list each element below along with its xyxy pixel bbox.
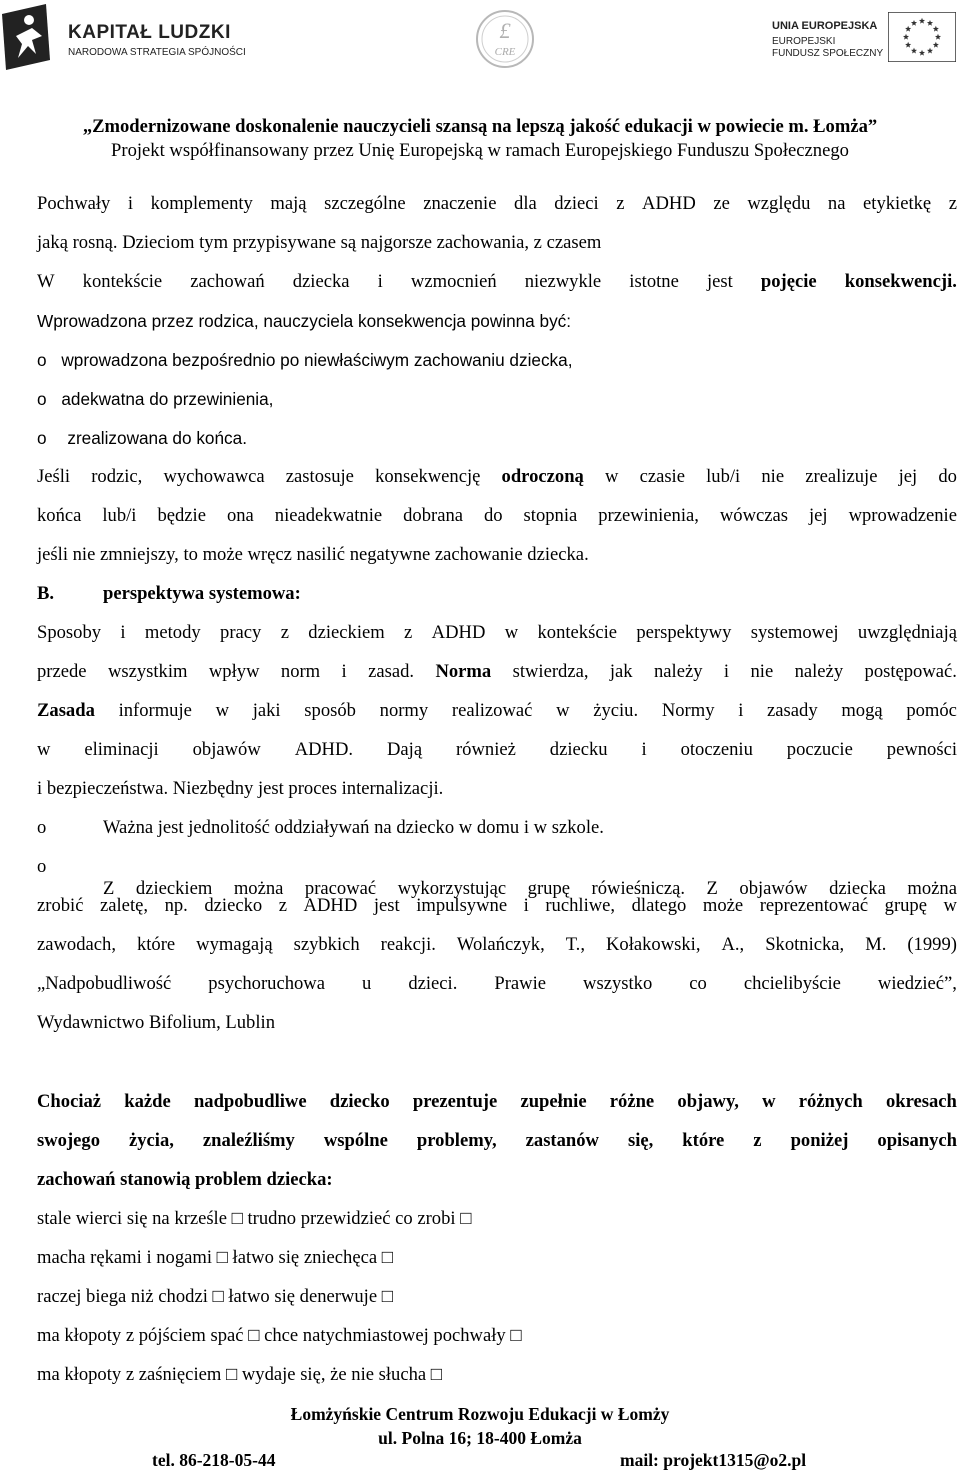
- word: zupełnie: [520, 1091, 587, 1112]
- word: przewinienia,: [598, 505, 699, 526]
- word: z: [616, 193, 625, 214]
- system-text-c-word: i: [738, 700, 744, 721]
- word: dziecku: [549, 739, 608, 760]
- word: (1999): [907, 934, 957, 955]
- bullet-marker: o: [37, 389, 47, 409]
- norma-term: Norma: [435, 661, 492, 682]
- word: do: [483, 505, 503, 526]
- paragraph-system-line2: [37, 661, 957, 683]
- system-text-c-word: realizować: [451, 700, 533, 721]
- bullet-text: wprowadzona bezpośrednio po niewłaściwym zachowaniu dziecka,: [61, 350, 573, 370]
- bullet-marker: o: [37, 817, 47, 838]
- word: opisanych: [877, 1130, 957, 1151]
- consequence-intro-word: i: [377, 271, 383, 292]
- section-b-letter: B.: [37, 583, 55, 604]
- word: otoczeniu: [680, 739, 753, 760]
- cre-logo: [474, 8, 536, 70]
- paragraph-praise-line1: [37, 193, 957, 215]
- system-text-a-word: i: [341, 661, 347, 682]
- word: komplementy: [150, 193, 253, 214]
- word: Skotnicka,: [765, 934, 845, 955]
- bold-paragraph-line2: [37, 1130, 957, 1152]
- bullet-marker: o: [37, 856, 47, 877]
- bullet-text: Ważna jest jednolitość oddziaływań na dziecko w domu i w szkole.: [103, 817, 604, 838]
- word: z: [404, 622, 413, 643]
- eu-logo: [760, 8, 960, 74]
- word: zawodach,: [37, 934, 116, 955]
- system-text-a-word: norm: [280, 661, 321, 682]
- eu-logo-line1: UNIA EUROPEJSKA: [772, 20, 878, 32]
- eu-flag-icon: [888, 12, 956, 62]
- word: względu: [747, 193, 811, 214]
- word: życia,: [129, 1130, 174, 1151]
- word: Z: [103, 878, 115, 899]
- deferred-text-a-word: rodzic,: [91, 466, 143, 487]
- word: na: [827, 193, 846, 214]
- word: grupę: [884, 895, 927, 916]
- checklist-item: macha rękami i nogami □ łatwo się zniechęca □: [37, 1247, 393, 1268]
- word: reprezentować: [759, 895, 869, 916]
- word: wykorzystując: [397, 878, 507, 899]
- word: dzieci: [554, 193, 599, 214]
- word: reakcji.: [380, 934, 436, 955]
- word: metody: [144, 622, 201, 643]
- checklist-item: ma kłopoty z zaśnięciem □ wydaje się, że nie słucha □: [37, 1364, 443, 1385]
- word: które: [136, 934, 176, 955]
- word: dla: [514, 193, 537, 214]
- deferred-text-b-word: jej: [898, 466, 918, 487]
- paragraph-group-line1: [37, 895, 957, 917]
- consequence-intro-word: wzmocnień: [410, 271, 497, 292]
- cre-logo-text: CRE: [494, 46, 516, 58]
- word: dzieckiem: [135, 878, 213, 899]
- word: Wolańczyk,: [456, 934, 545, 955]
- word: wprowadzenie: [848, 505, 957, 526]
- bullet-list-a-item3: [37, 427, 957, 449]
- word: może: [702, 895, 744, 916]
- bullet-list-a-item1: [37, 349, 957, 371]
- word: znaczenie: [423, 193, 497, 214]
- word: Chociaż: [37, 1091, 102, 1112]
- bullet-list-b-item1: [37, 817, 957, 839]
- system-text-c-word: sposób: [304, 700, 356, 721]
- deferred-text-b-word: nie: [761, 466, 785, 487]
- word: i: [523, 895, 529, 916]
- system-text-c-word: w: [556, 700, 570, 721]
- word: pracy: [220, 622, 262, 643]
- system-text-c-word: życiu.: [593, 700, 639, 721]
- paragraph-consequence-line2: Wprowadzona przez rodzica, nauczyciela konsekwencja powinna być:: [37, 311, 572, 331]
- word: różne: [609, 1091, 655, 1112]
- word: ze: [713, 193, 730, 214]
- bold-paragraph-line3: zachowań stanowią problem dziecka:: [37, 1169, 333, 1190]
- checklist-item: raczej biega niż chodzi □ łatwo się denerwuje □: [37, 1286, 393, 1307]
- word: wówczas: [719, 505, 789, 526]
- paragraph-deferred-line1: [37, 466, 957, 488]
- system-text-c-word: pomóc: [906, 700, 957, 721]
- word: z: [280, 622, 289, 643]
- word: które: [682, 1130, 725, 1151]
- kapital-ludzki-emblem-icon: [2, 2, 54, 72]
- word: dobrana: [403, 505, 464, 526]
- kapital-ludzki-logo: [0, 0, 250, 75]
- paragraph-praise-line2: jaką rosną. Dzieciom tym przypisywane są najgorsze zachowania, z czasem: [37, 232, 602, 253]
- word: poczucie: [786, 739, 853, 760]
- consequence-intro-word: jest: [706, 271, 733, 292]
- consequence-intro-word: niezwykle: [524, 271, 602, 292]
- system-text-c-word: mogą: [841, 700, 883, 721]
- word: wszystko: [583, 973, 653, 994]
- deferred-text-b-word: w: [604, 466, 619, 487]
- word: wspólne: [323, 1130, 388, 1151]
- footer-organization: Łomżyńskie Centrum Rozwoju Edukacji w Łomży: [290, 1404, 670, 1424]
- word: ADHD: [642, 193, 696, 214]
- system-text-c-word: Normy: [661, 700, 715, 721]
- system-text-c-word: zasady: [767, 700, 818, 721]
- word: kontekście: [537, 622, 618, 643]
- word: się,: [627, 1130, 654, 1151]
- word: dzieci.: [408, 973, 458, 994]
- kapital-ludzki-title: KAPITAŁ LUDZKI: [68, 22, 231, 43]
- paragraph-group-line2: [37, 934, 957, 956]
- word: u: [362, 973, 372, 994]
- word: można: [233, 878, 284, 899]
- word: ona: [226, 505, 254, 526]
- word: rówieśniczą.: [591, 878, 685, 899]
- system-text-c-word: normy: [379, 700, 429, 721]
- word: eliminacji: [84, 739, 159, 760]
- word: psychoruchowa: [208, 973, 325, 994]
- deferred-text-a-word: konsekwencję: [375, 466, 481, 487]
- word: z: [278, 895, 287, 916]
- word: objawów: [192, 739, 261, 760]
- paragraph-group-line3: [37, 973, 957, 995]
- consequence-intro-word: istotne: [629, 271, 679, 292]
- word: np.: [164, 895, 188, 916]
- word: Dają: [386, 739, 423, 760]
- system-text-c-word: informuje: [118, 700, 192, 721]
- word: perspektywy: [636, 622, 732, 643]
- word: w: [943, 895, 957, 916]
- system-text-b-word: jak: [609, 661, 633, 682]
- word: dziecka: [829, 878, 886, 899]
- deferred-text-a-word: zastosuje: [285, 466, 354, 487]
- word: co: [689, 973, 707, 994]
- system-text-b-word: należy: [654, 661, 703, 682]
- word: ADHD.: [294, 739, 354, 760]
- section-b-heading: [37, 583, 957, 605]
- system-text-b-word: stwierdza,: [512, 661, 589, 682]
- paragraph-system-line4: [37, 739, 957, 761]
- footer-email: mail: projekt1315@o2.pl: [620, 1450, 807, 1470]
- cre-seal-icon: [474, 8, 536, 70]
- word: i: [127, 193, 134, 214]
- kapital-ludzki-subtitle: NARODOWA STRATEGIA SPÓJNOŚCI: [68, 47, 246, 58]
- bullet-list-a-item2: [37, 388, 957, 410]
- word: i: [120, 622, 126, 643]
- svg-text:£: £: [499, 18, 511, 43]
- word: każde: [124, 1091, 171, 1112]
- word: dziecko: [204, 895, 263, 916]
- system-text-c-word: jaki: [252, 700, 281, 721]
- zasada-term: Zasada: [37, 700, 95, 721]
- word: z: [753, 1130, 762, 1151]
- word: w: [37, 739, 51, 760]
- paragraph-deferred-line2: [37, 505, 957, 527]
- deferred-text-a-word: Jeśli: [37, 466, 71, 487]
- word: wymagają: [196, 934, 273, 955]
- word: końca: [37, 505, 82, 526]
- system-text-a-word: przede: [37, 661, 87, 682]
- paragraph-system-line3: [37, 700, 957, 722]
- checklist-item: ma kłopoty z pójściem spać □ chce natychmiastowej pochwały □: [37, 1325, 522, 1346]
- word: Kołakowski,: [605, 934, 701, 955]
- consequence-intro-word: kontekście: [82, 271, 163, 292]
- word: w: [504, 622, 519, 643]
- bullet-text: zrealizowana do końca.: [67, 428, 247, 448]
- word: Prawie: [494, 973, 547, 994]
- word: Pochwały: [37, 193, 111, 214]
- bullet-marker: o: [37, 350, 47, 370]
- consequence-term-word: konsekwencji.: [844, 271, 957, 292]
- word: uwzględniają: [857, 622, 957, 643]
- word: problemy,: [416, 1130, 497, 1151]
- word: jest: [373, 895, 400, 916]
- system-text-b-word: należy: [794, 661, 844, 682]
- section-b-title: perspektywa systemowa:: [103, 583, 301, 604]
- word: lub/i: [102, 505, 137, 526]
- deferred-text-b-word: do: [938, 466, 957, 487]
- bullet-list-b-item2: [37, 856, 957, 899]
- project-title: „Zmodernizowane doskonalenie nauczycieli szansą na lepszą jakość edukacji w powiecie m. Łomża”: [82, 116, 878, 137]
- footer-address: ul. Polna 16; 18-400 Łomża: [378, 1428, 582, 1448]
- eu-logo-line2: EUROPEJSKI: [772, 36, 836, 47]
- system-text-b-word: i: [723, 661, 730, 682]
- word: Z: [706, 878, 718, 899]
- word: jej: [809, 505, 828, 526]
- word: pewności: [886, 739, 957, 760]
- word: można: [907, 878, 957, 899]
- word: ruchliwe,: [545, 895, 616, 916]
- system-text-c-word: w: [215, 700, 230, 721]
- word: pracować: [304, 878, 377, 899]
- deferred-text-b-word: lub/i: [706, 466, 741, 487]
- bold-paragraph-line1: [37, 1091, 957, 1113]
- paragraph-group-line4: Wydawnictwo Bifolium, Lublin: [37, 1012, 275, 1033]
- paragraph-system-line1: [37, 622, 957, 644]
- word: szybkich: [293, 934, 360, 955]
- word: mają: [270, 193, 307, 214]
- word: dziecko: [329, 1091, 390, 1112]
- word: zrobić: [37, 895, 84, 916]
- word: swojego: [37, 1130, 100, 1151]
- word: w: [762, 1091, 776, 1112]
- deferred-text-b-word: zrealizuje: [805, 466, 878, 487]
- consequence-intro-word: W: [37, 271, 55, 292]
- word: dlatego: [631, 895, 687, 916]
- word: z: [948, 193, 957, 214]
- system-text-b-word: nie: [750, 661, 774, 682]
- consequence-intro-word: zachowań: [190, 271, 265, 292]
- paragraph-system-line5: i bezpieczeństwa. Niezbędny jest proces internalizacji.: [37, 778, 444, 799]
- system-text-a-word: wszystkim: [107, 661, 188, 682]
- system-text-b-word: postępować.: [864, 661, 957, 682]
- word: „Nadpobudliwość: [37, 973, 172, 994]
- word: objawy,: [677, 1091, 739, 1112]
- checklist-item: stale wierci się na krześle □ trudno przewidzieć co zrobi □: [37, 1208, 472, 1229]
- word: znaleźliśmy: [202, 1130, 295, 1151]
- system-text-a-word: zasad.: [368, 661, 415, 682]
- eu-logo-line3: FUNDUSZ SPOŁECZNY: [772, 48, 884, 59]
- word: ADHD: [303, 895, 358, 916]
- deferred-term: odroczoną: [501, 466, 584, 487]
- word: nadpobudliwe: [193, 1091, 307, 1112]
- word: T.,: [565, 934, 585, 955]
- word: objawów: [739, 878, 808, 899]
- word: wiedzieć”,: [877, 973, 957, 994]
- word: szczególne: [324, 193, 406, 214]
- word: A.,: [721, 934, 745, 955]
- word: stopnia: [523, 505, 578, 526]
- consequence-term-word: pojęcie: [760, 271, 817, 292]
- deferred-text-b-word: czasie: [639, 466, 685, 487]
- word: różnych: [798, 1091, 863, 1112]
- footer-phone: tel. 86-218-05-44: [152, 1450, 276, 1470]
- word: systemowej: [750, 622, 839, 643]
- word: M.: [865, 934, 887, 955]
- word: będzie: [157, 505, 206, 526]
- system-text-a-word: wpływ: [208, 661, 260, 682]
- word: nieadekwatnie: [274, 505, 383, 526]
- paragraph-consequence-line1: [37, 271, 957, 293]
- word: Sposoby: [37, 622, 102, 643]
- word: poniżej: [790, 1130, 849, 1151]
- bullet-marker: o: [37, 428, 47, 448]
- word: zastanów: [525, 1130, 599, 1151]
- word: impulsywne: [416, 895, 508, 916]
- word: prezentuje: [412, 1091, 498, 1112]
- consequence-intro-word: dziecka: [292, 271, 350, 292]
- word: grupę: [527, 878, 570, 899]
- project-subtitle: Projekt współfinansowany przez Unię Europejską w ramach Europejskiego Funduszu Społecznego: [111, 140, 849, 161]
- word: chcielibyście: [743, 973, 841, 994]
- word: również: [455, 739, 516, 760]
- word: okresach: [885, 1091, 957, 1112]
- word: ADHD: [431, 622, 486, 643]
- deferred-text-a-word: wychowawca: [163, 466, 265, 487]
- word: etykietkę: [863, 193, 932, 214]
- word: zaletę,: [100, 895, 149, 916]
- word: dzieckiem: [308, 622, 385, 643]
- word: i: [641, 739, 647, 760]
- bullet-text: adekwatna do przewinienia,: [61, 389, 274, 409]
- paragraph-deferred-line3: jeśli nie zmniejszy, to może wręcz nasilić negatywne zachowanie dziecka.: [37, 544, 589, 565]
